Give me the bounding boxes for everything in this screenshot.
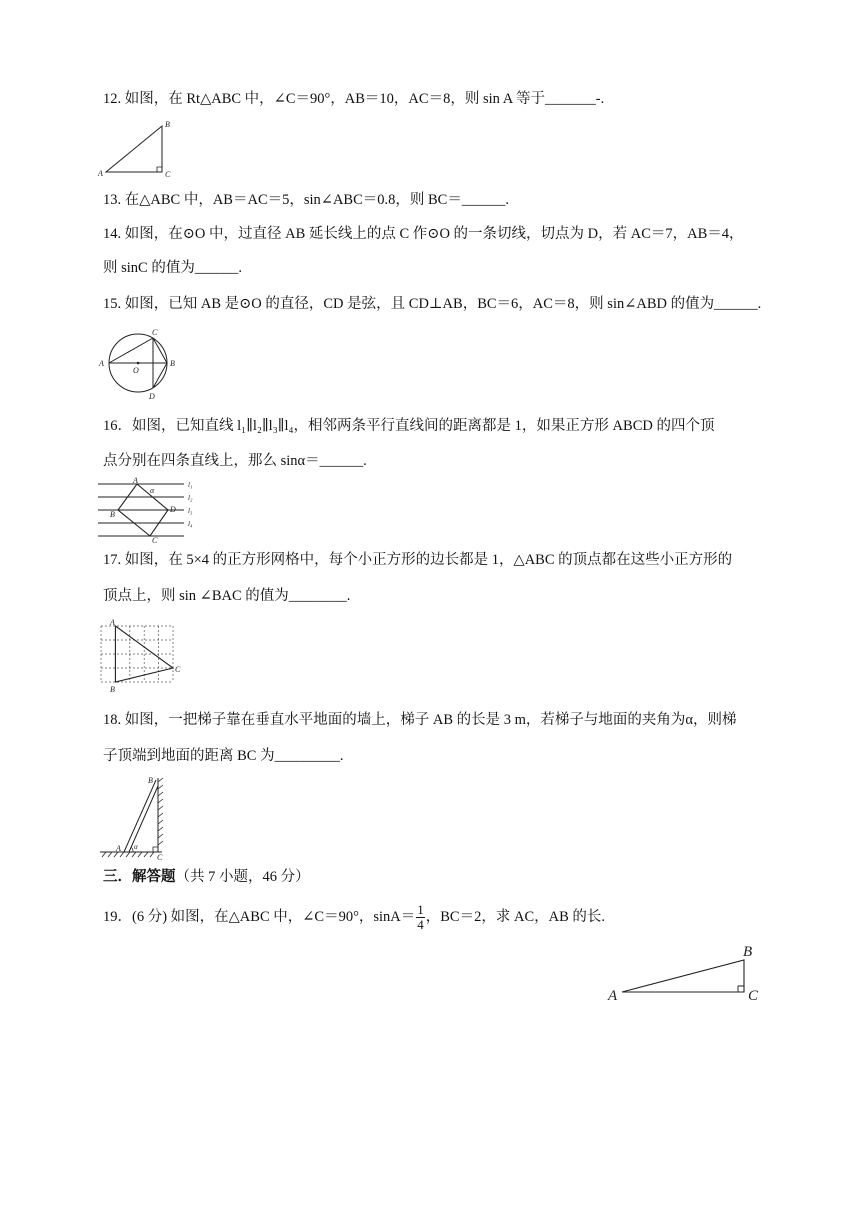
q19-label-b: B [743, 944, 753, 960]
q13-text: 13. 在△ABC 中，AB＝AC＝5，sin∠ABC＝0.8，则 BC＝______. [103, 192, 509, 208]
q16-label-l2: l₂ [188, 494, 193, 502]
q19-text-after: ，BC＝2，求 AC，AB 的长. [425, 908, 606, 925]
q16-parallel-lines-figure [96, 474, 206, 544]
q17-label-c: C [175, 665, 181, 674]
q16-label-alpha: α [150, 486, 155, 495]
q15-label-d: D [149, 392, 155, 401]
q19-triangle-figure [604, 940, 774, 1006]
q15-text: 15. 如图，已知 AB 是⊙O 的直径，CD 是弦，且 CD⊥AB，BC＝6，AC＝8，则 sin∠ABD 的值为______. [103, 296, 762, 312]
q16-label-l1: l₁ [188, 481, 193, 489]
q12-label-b: B [165, 120, 170, 129]
section3-title: 三．解答题 [103, 869, 176, 885]
q15-label-c: C [152, 328, 158, 337]
q12-label-a: A [98, 169, 103, 178]
q18-ladder-figure [96, 772, 176, 862]
q18-text-line1: 18. 如图，一把梯子靠在垂直水平地面的墙上，梯子 AB 的长是 3 m，若梯子与地面的夹角为α，则梯 [103, 712, 737, 728]
q15-circle-figure [96, 326, 186, 402]
q14-text-line2: 则 sinC 的值为______. [103, 260, 242, 276]
q17-text-line1: 17. 如图，在 5×4 的正方形网格中，每个小正方形的边长都是 1，△ABC 的顶点都在这些小正方形的 [103, 552, 733, 568]
q15-label-o: O [133, 366, 139, 375]
q19-text-before: 19．(6 分) 如图，在△ABC 中，∠C＝90°，sinA＝ [103, 908, 416, 925]
q14-text-line1: 14. 如图，在⊙O 中，过直径 AB 延长线上的点 C 作⊙O 的一条切线，切点为 D，若 AC＝7，AB＝4， [103, 226, 744, 242]
q15-label-a: A [99, 359, 104, 368]
q16-label-d: D [170, 505, 176, 514]
q19-fraction-numerator: 1 [417, 902, 424, 917]
q18-label-c: C [157, 853, 163, 862]
q19-label-a: A [608, 988, 618, 1004]
q12-triangle-figure [96, 118, 186, 180]
q17-text-line2: 顶点上，则 sin ∠BAC 的值为________. [103, 588, 351, 604]
q16-label-c: C [152, 536, 158, 545]
q16-text-line1: 16．如图，已知直线 l₁∥l₂∥l₃∥l₄，相邻两条平行直线间的距离都是 1，如果正方形 ABCD 的四个顶 [103, 418, 715, 434]
q18-label-b: B [148, 776, 153, 785]
q19-fraction [416, 903, 425, 932]
q19-text [103, 903, 605, 932]
section3-heading [103, 867, 310, 887]
q18-text-line2: 子顶端到地面的距离 BC 为_________. [103, 748, 344, 764]
section3-subtitle: （共 7 小题，46 分） [175, 869, 310, 885]
q16-label-b: B [110, 510, 115, 519]
q18-label-a: A [116, 844, 121, 853]
q16-label-l4: l₄ [188, 520, 193, 528]
q16-label-l3: l₃ [188, 507, 193, 515]
q17-label-b: B [110, 685, 115, 694]
q17-label-a: A [110, 618, 115, 627]
q16-text-line2: 点分别在四条直线上，那么 sinα＝______. [103, 453, 367, 469]
q12-text: 12. 如图，在 Rt△ABC 中，∠C＝90°，AB＝10，AC＝8，则 sin A 等于_______-. [103, 91, 605, 107]
q16-label-a: A [133, 476, 138, 485]
q18-label-alpha: α [134, 843, 138, 851]
q19-fraction-denominator: 4 [417, 917, 424, 932]
q15-label-b: B [170, 359, 175, 368]
q12-label-c: C [165, 170, 171, 179]
q19-label-c: C [748, 988, 759, 1004]
q17-grid-figure [96, 618, 186, 694]
